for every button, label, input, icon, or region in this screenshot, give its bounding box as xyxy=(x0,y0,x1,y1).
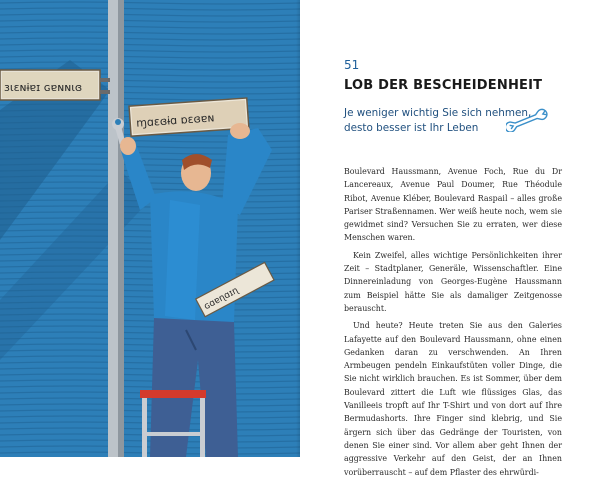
text-page xyxy=(300,0,600,477)
chapter-subtitle: Je weniger wichtig Sie sich nehmen, desto besser ist Ihr Leben xyxy=(344,107,532,134)
street-sign-left xyxy=(0,70,110,100)
illustration-panel xyxy=(0,0,300,457)
paragraph: Und heute? Heute treten Sie aus den Galeries Lafayette auf den Boulevard Haussmann, ohne einen Gedanken daran zu verschwenden. An Ihren Armbeugen pendeln Einkaufstüten voller Dinge, die Sie nicht wirklich brauchen. Es ist Sommer, über dem Boulevard zittert die Luft wie flüssiges Glas, das Vanilleeis tropft auf Ihr T-Shirt und von dort auf Ihre Bermudashorts. Ihre Finger sind klebrig, und Sie ärgern sich über das Gedränge der Touristen, von denen Sie einer sind. Vor allem aber geht Ihnen der aggressive Verkehr auf den Geist, der an Ihnen vorüberrauscht – auf dem Pflaster des ehrwürdi- xyxy=(344,321,562,477)
sign-top-text: ɱɑɛɞɨɑ ɒɛɞɐɴ xyxy=(135,111,215,130)
paragraph: Kein Zweifel, alles wichtige Persönlichkeiten ihrer Zeit – Stadtplaner, Generäle, Wissenschaftler. Eine Dinnereinladung von Georges-Eugène Haussmann zum Beispiel hätte Sie als damaliger Zeitgenosse berauscht. xyxy=(344,250,562,313)
paragraph: Boulevard Haussmann, Avenue Foch, Rue du Dr Lancereaux, Avenue Paul Doumer, Rue Théodule Ribot, Avenue Kléber, Boulevard Raspail – alles große Pariser Straßennamen. Wer weiß heute noch, wem sie gewidmet sind? Versuchen Sie zu erraten, wer diese Menschen waren. xyxy=(344,167,562,243)
chapter-body xyxy=(344,165,562,483)
sign-held-text: ɢɑɐɳɑɪɳ xyxy=(202,285,241,313)
chapter-number: 51 xyxy=(344,58,360,72)
man-hanging-street-sign-illustration xyxy=(0,0,300,457)
sign-left-text: ɜɩɛɴɨɐɪ ɢɐɴɴɩɞ xyxy=(4,81,83,94)
wrench-icon xyxy=(506,108,550,136)
chapter-title: LOB DER BESCHEIDENHEIT xyxy=(344,78,543,93)
